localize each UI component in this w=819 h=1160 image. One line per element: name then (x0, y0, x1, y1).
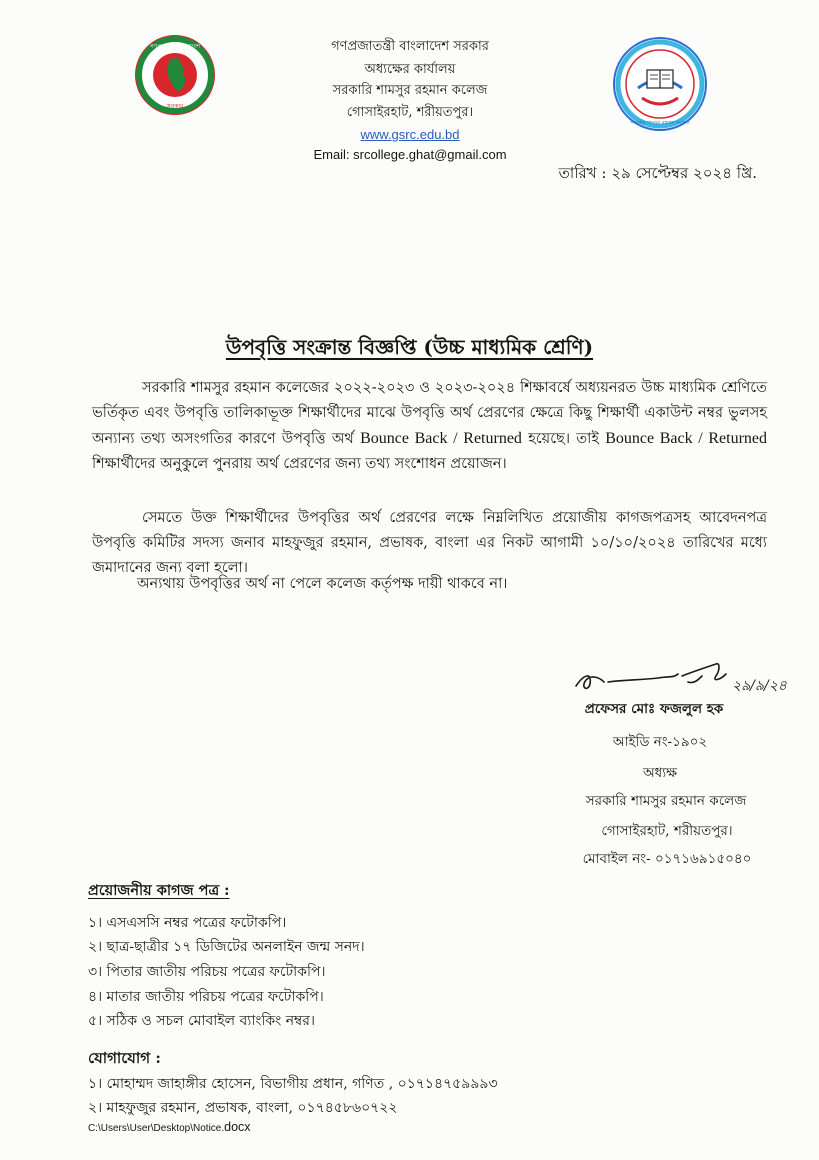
header-country: গণপ্রজাতন্ত্রী বাংলাদেশ সরকার (331, 39, 489, 54)
paragraph-1-text-c: শিক্ষার্থীদের অনুকুলে পুনরায় অর্থ প্রেরণের জন্য তথ্য সংশোধন প্রয়োজন। (92, 456, 507, 472)
header-website-row (220, 126, 600, 144)
svg-text:সরকার: সরকার (166, 103, 184, 110)
contact-heading: যোগাযোগ : (88, 1049, 161, 1067)
body-paragraph-3 (92, 572, 767, 597)
signatory-college: সরকারি শামসুর রহমান কলেজ (585, 793, 747, 809)
signatory-mobile: মোবাইল নং- ০১৭১৬৯১৫০৪০ (582, 851, 752, 867)
signatory-id: আইডি নং-১৯০২ (612, 734, 708, 750)
svg-text:গণপ্রজাতন্ত্রী বাংলাদেশ: গণপ্রজাতন্ত্রী বাংলাদেশ (150, 44, 200, 50)
documents-item: ৪। মাতার জাতীয় পরিচয় পত্রের ফটোকপি। (88, 989, 324, 1005)
header-address: গোসাইরহাট, শরীয়তপুর। (346, 105, 474, 120)
body-paragraph-2 (92, 506, 767, 581)
header-office: অধ্যক্ষের কার্যালয় (364, 62, 456, 77)
documents-item: ৫। সঠিক ও সচল মোবাইল ব্যাংকিং নম্বর। (88, 1013, 316, 1029)
signatory-designation: অধ্যক্ষ (642, 765, 678, 781)
paragraph-2-text: সেমতে উক্ত শিক্ষার্থীদের উপবৃত্তির অর্থ প্রেরণের লক্ষে নিম্নলিখিত প্রয়োজীয় কাগজপত্রসহ আবেদনপত্র উপবৃত্তি কমিটির সদস্য জনাব মাহফুজুর রহমান, প্রভাষক, বাংলা এর নিকট আগামী ১০/১০/২০২৪ তারিখের মধ্যে জমাদানের জন্য বলা হলো। (92, 510, 767, 576)
header-college: সরকারি শামসুর রহমান কলেজ (332, 83, 488, 98)
header-email: Email: srcollege.ghat@gmail.com (313, 147, 507, 162)
documents-heading: প্রয়োজনীয় কাগজ পত্র : (88, 882, 230, 899)
documents-item: ৩। পিতার জাতীয় পরিচয় পত্রের ফটোকপি। (88, 964, 326, 980)
paragraph-1-text-a: সরকারি শামসুর রহমান কলেজের ২০২২-২০২৩ ও ২০২৩-২০২৪ শিক্ষাবর্ষে অধ্যয়নরত উচ্চ মাধ্যমিক শ্রেণিতে ভর্তিকৃত এবং উপবৃত্তি তালিকাভূক্ত শিক্ষার্থীদের মাঝে উপবৃত্তি অর্থ প্রেরণের ক্ষেত্রে কিছু শিক্ষার্থী একাউন্ট নম্বর ভুলসহ অন্যান্য তথ্য অসংগতির কারণে উপবৃত্তি অর্থ (92, 380, 767, 447)
signatory-address: গোসাইরহাট, শরীয়তপুর। (601, 823, 733, 839)
website-link[interactable]: www.gsrc.edu.bd (360, 127, 460, 142)
paragraph-1-latin-2: Bounce Back / Returned (605, 430, 768, 447)
file-path: C:\Users\User\Desktop\Notice. (88, 1123, 225, 1134)
contact-item: ১। মোহাম্মদ জাহাঙ্গীর হোসেন, বিভাগীয় প্রধান, গণিত , ০১৭১৪৭৫৯৯৯৩ (88, 1076, 498, 1092)
documents-item: ১। এসএসসি নম্বর পত্রের ফটোকপি। (88, 915, 287, 931)
paragraph-1-text-b: হয়েছে। তাই (528, 431, 599, 447)
documents-item: ২। ছাত্র-ছাত্রীর ১৭ ডিজিটের অনলাইন জন্ম সনদ। (88, 939, 365, 955)
svg-text:সরকারি শামসুর রহমান কলেজ: সরকারি শামসুর রহমান কলেজ (630, 120, 690, 126)
signature-date: ২৯/৯/২৪ (732, 678, 787, 694)
government-seal-icon (134, 34, 216, 116)
file-extension: docx (224, 1120, 251, 1134)
handwritten-signature (570, 656, 787, 706)
paragraph-3-text: অন্যথায় উপবৃত্তির অর্থ না পেলে কলেজ কর্তৃপক্ষ দায়ী থাকবে না। (137, 576, 508, 592)
signatory-name: প্রফেসর মোঃ ফজলুল হক (584, 701, 724, 717)
college-logo-icon (612, 36, 708, 132)
contact-item: ২। মাহফুজুর রহমান, প্রভাষক, বাংলা, ০১৭৪৫৮৬০৭২২ (88, 1100, 398, 1116)
paragraph-1-latin-1: Bounce Back / Returned (360, 430, 522, 447)
body-paragraph-1 (92, 376, 767, 477)
file-path-footer (88, 1120, 251, 1134)
notice-date: তারিখ : ২৯ সেপ্টেম্বর ২০২৪ খ্রি. (558, 164, 757, 182)
notice-title: উপবৃত্তি সংক্রান্ত বিজ্ঞপ্তি (উচ্চ মাধ্যমিক শ্রেণি) (225, 335, 594, 359)
